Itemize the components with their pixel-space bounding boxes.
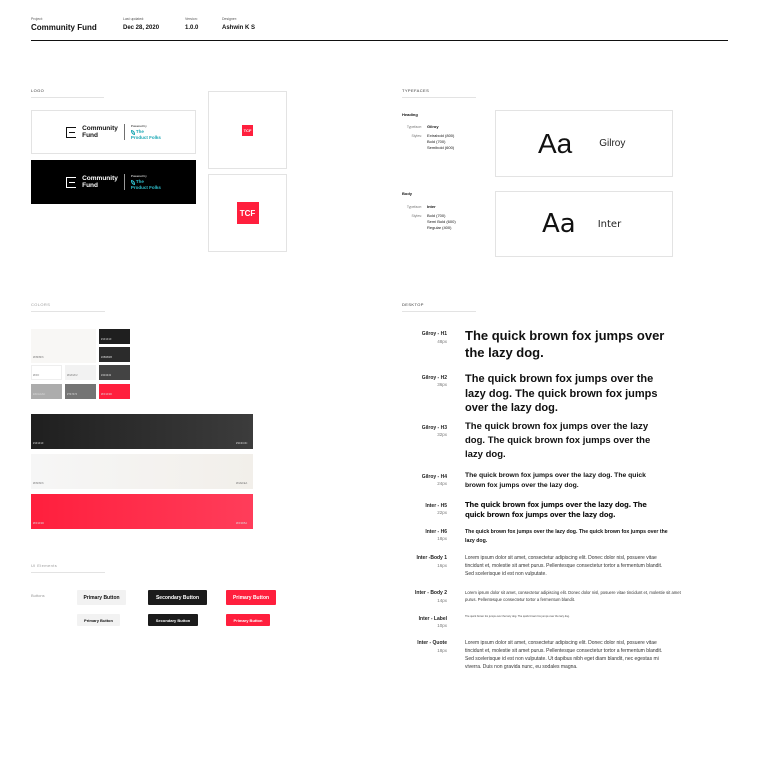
body1-style-name: Inter -Body 1 bbox=[416, 555, 447, 561]
h1-sample: The quick brown fox jumps over the lazy dog. bbox=[465, 328, 665, 360]
primary-red-button-small[interactable]: Primary Button bbox=[226, 614, 270, 626]
heading-font-name: Gilroy bbox=[599, 138, 626, 149]
quote-style-name: Inter - Quote bbox=[417, 640, 447, 646]
heading-sample: Aa bbox=[538, 127, 573, 159]
swatch-gray bbox=[65, 384, 96, 399]
version-value: 1.0.0 bbox=[185, 25, 199, 31]
h6-style-size: 18px bbox=[437, 536, 447, 541]
logo-wordmark bbox=[82, 175, 118, 189]
body-typeface-card bbox=[495, 191, 673, 257]
logo-section-rule bbox=[31, 97, 104, 98]
gradient-light bbox=[31, 454, 253, 489]
tcf-icon-large: TCF bbox=[237, 202, 259, 224]
body-typeface-value: Inter bbox=[427, 204, 436, 209]
body1-style-size: 16px bbox=[437, 563, 447, 568]
body-typeface-label: Body bbox=[402, 191, 412, 196]
h3-sample: The quick brown fox jumps over the lazy dog. The quick brown fox jumps over the lazy dog. bbox=[465, 421, 651, 460]
heading-styles-key: Styles: bbox=[411, 134, 422, 138]
swatch-light-gray-label: #F2F2F2 bbox=[67, 374, 78, 377]
gradient-light-right-label: #F2EFEA bbox=[236, 482, 248, 485]
colors-section-title: COLORS bbox=[31, 302, 51, 307]
powered-by-text: Powered by bbox=[130, 124, 147, 129]
body2-style-size: 14px bbox=[437, 598, 447, 603]
logo-banner-light bbox=[31, 110, 196, 154]
logo-banner-dark bbox=[31, 160, 196, 204]
designer-value: Ashwin K S bbox=[222, 25, 256, 31]
h4-style-size: 24px bbox=[437, 481, 447, 486]
project-label: Project: bbox=[31, 17, 43, 21]
community-fund-mark-icon bbox=[66, 177, 76, 188]
powered-by-block bbox=[131, 124, 161, 139]
designer-label: Designer: bbox=[222, 17, 237, 21]
product-line2: Product Folks bbox=[130, 184, 161, 190]
colors-section-rule bbox=[31, 311, 105, 312]
h4-sample: The quick brown fox jumps over the lazy dog. The quick brown fox jumps over the lazy dog. bbox=[465, 472, 646, 489]
h2-sample: The quick brown fox jumps over the lazy dog. The quick brown fox jumps over the lazy dog. bbox=[465, 373, 658, 414]
updated-label: Last updated: bbox=[123, 17, 145, 21]
gradient-red-right-label: #FF3D5A bbox=[236, 522, 248, 525]
version-label: Version: bbox=[185, 17, 198, 21]
project-value: Community Fund bbox=[31, 23, 97, 32]
tcf-icon-small: TCF bbox=[242, 125, 253, 136]
leaf-icon bbox=[131, 180, 135, 185]
community-fund-mark-icon bbox=[66, 127, 76, 138]
swatch-white-label: #FFF bbox=[33, 374, 40, 377]
secondary-button-large[interactable]: Secondary Button bbox=[148, 590, 207, 605]
swatch-off-white-label: #F8F8F6 bbox=[33, 356, 44, 359]
h1-style-name: Gilroy - H1 bbox=[421, 331, 447, 337]
h2-style-name: Gilroy - H2 bbox=[421, 375, 447, 381]
h4-style-name: Gilroy - H4 bbox=[421, 474, 447, 480]
label-sample: The quick brown fox jumps over the lazy dog. The quick brown fox jumps over the lazy dog. bbox=[465, 615, 570, 618]
heading-typeface-key: Typeface: bbox=[406, 125, 422, 129]
gradient-dark bbox=[31, 414, 253, 449]
swatch-black-1-label: #1F1F1F bbox=[101, 338, 112, 341]
body2-sample: Lorem ipsum dolor sit amet, consectetur adipiscing elit. Donec dolor nisl, posuere vitae tincidunt et, molestie sit amet purus. Pellentesque consectetur tortor a fermentum blandit. bbox=[465, 590, 681, 602]
leaf-icon bbox=[131, 130, 135, 135]
logo-divider bbox=[124, 174, 125, 190]
quote-style-size: 18px bbox=[437, 648, 447, 653]
product-line2: Product Folks bbox=[130, 134, 161, 140]
updated-value: Dec 28, 2020 bbox=[123, 25, 160, 31]
buttons-label: Buttons bbox=[31, 593, 45, 598]
designer-meta bbox=[222, 17, 255, 31]
heading-style-2: Bold (700) bbox=[427, 139, 446, 144]
h6-sample: The quick brown fox jumps over the lazy dog. The quick brown fox jumps over the lazy dog. bbox=[465, 529, 668, 544]
typefaces-section-rule bbox=[402, 97, 476, 98]
logo-divider bbox=[124, 124, 125, 140]
swatch-mid-gray bbox=[31, 384, 62, 399]
body2-style-name: Inter - Body 2 bbox=[415, 590, 447, 596]
swatch-black-1 bbox=[99, 329, 130, 344]
desktop-section-title: DESKTOP bbox=[402, 302, 424, 307]
app-icon-small-frame bbox=[208, 91, 287, 169]
swatch-black-2-label: #2B2B2B bbox=[101, 356, 112, 359]
gradient-light-left-label: #F6F6F6 bbox=[33, 482, 44, 485]
heading-style-1: Extrabold (800) bbox=[427, 133, 455, 138]
gradient-dark-left-label: #1F1F1F bbox=[33, 442, 44, 445]
logo-word-line2: Fund bbox=[82, 132, 98, 139]
h6-style-name: Inter - H6 bbox=[425, 529, 447, 535]
logo-word-line1: Community bbox=[82, 125, 118, 132]
app-icon-large-frame bbox=[208, 174, 287, 252]
h5-style-size: 22px bbox=[437, 510, 447, 515]
logo-word-line1: Community bbox=[82, 175, 118, 182]
gradient-red bbox=[31, 494, 253, 529]
swatch-black-2 bbox=[99, 347, 130, 362]
body-typeface-key: Typeface: bbox=[406, 205, 422, 209]
h3-style-size: 32px bbox=[437, 432, 447, 437]
heading-style-3: Semibold (600) bbox=[427, 145, 455, 150]
label-style-size: 10px bbox=[437, 623, 447, 628]
product-line1: The bbox=[135, 129, 144, 135]
swatch-light-gray bbox=[65, 365, 96, 380]
primary-button-small[interactable]: Primary Button bbox=[77, 614, 120, 626]
swatch-gray-dark-label: #434343 bbox=[101, 374, 112, 377]
heading-typeface-label: Heading bbox=[402, 112, 418, 117]
quote-sample: Lorem ipsum dolor sit amet, consectetur adipiscing elit. Donec dolor nisl, posuere vitae tincidunt et, molestie sit amet purus. Pellentesque consectetur tortor a fermentum blandit. Sed scelerisque id est non vulputate. Ut dapibus nibh eget diam blandit, nec egestas mi viverra. Duis non gravida nunc, eu sodales magna. bbox=[465, 640, 663, 670]
updated-meta bbox=[123, 17, 159, 31]
heading-typeface-value: Gilroy bbox=[427, 124, 439, 129]
logo-word-line2: Fund bbox=[82, 182, 98, 189]
version-meta bbox=[185, 17, 198, 31]
body-font-name: Inter bbox=[597, 218, 622, 230]
header-divider bbox=[31, 40, 728, 41]
ui-elements-section-rule bbox=[31, 572, 105, 573]
body-style-3: Regular (400) bbox=[427, 225, 452, 230]
gradient-dark-right-label: #3C3C3C bbox=[236, 442, 248, 445]
gradient-red-left-label: #FF1F3D bbox=[33, 522, 44, 525]
desktop-section-rule bbox=[402, 311, 476, 312]
h1-style-size: 48px bbox=[437, 339, 447, 344]
swatch-gray-dark bbox=[99, 365, 130, 380]
swatch-brand-red-label: #FF1F3D bbox=[101, 393, 112, 396]
typefaces-section-title: TYPEFACES bbox=[402, 88, 430, 93]
primary-red-button-large[interactable]: Primary Button bbox=[226, 590, 276, 605]
secondary-button-small[interactable]: Secondary Button bbox=[148, 614, 198, 626]
swatch-mid-gray-label: #ACACAC bbox=[33, 393, 46, 396]
powered-by-text: Powered by bbox=[130, 174, 147, 179]
logo-wordmark bbox=[82, 125, 118, 139]
product-line1: The bbox=[135, 179, 144, 185]
swatch-brand-red bbox=[99, 384, 130, 399]
body-style-2: Semi Bold (600) bbox=[427, 219, 456, 224]
body1-sample: Lorem ipsum dolor sit amet, consectetur adipiscing elit. Donec dolor nisl, posuere vitae tincidunt et, molestie sit amet purus. Pellentesque consectetur tortor a fermentum blandit. Sed scelerisque id est non vulputate. bbox=[465, 555, 663, 577]
logo-section-title: LOGO bbox=[31, 88, 45, 93]
h5-sample: The quick brown fox jumps over the lazy dog. The quick brown fox jumps over the lazy dog. bbox=[465, 501, 647, 519]
swatch-white bbox=[31, 365, 62, 380]
label-style-name: Inter - Label bbox=[418, 616, 447, 622]
swatch-gray-label: #747474 bbox=[67, 393, 78, 396]
powered-by-block bbox=[131, 174, 161, 189]
heading-typeface-card bbox=[495, 110, 673, 177]
primary-button-large[interactable]: Primary Button bbox=[77, 590, 126, 605]
h3-style-name: Gilroy - H3 bbox=[421, 425, 447, 431]
body-styles-key: Styles: bbox=[411, 214, 422, 218]
project-meta bbox=[31, 17, 97, 32]
h2-style-size: 36px bbox=[437, 382, 447, 387]
h5-style-name: Inter - H5 bbox=[425, 503, 447, 509]
body-sample: Aa bbox=[542, 209, 576, 239]
ui-elements-section-title: UI Elements bbox=[31, 563, 58, 568]
body-style-1: Bold (700) bbox=[427, 213, 446, 218]
